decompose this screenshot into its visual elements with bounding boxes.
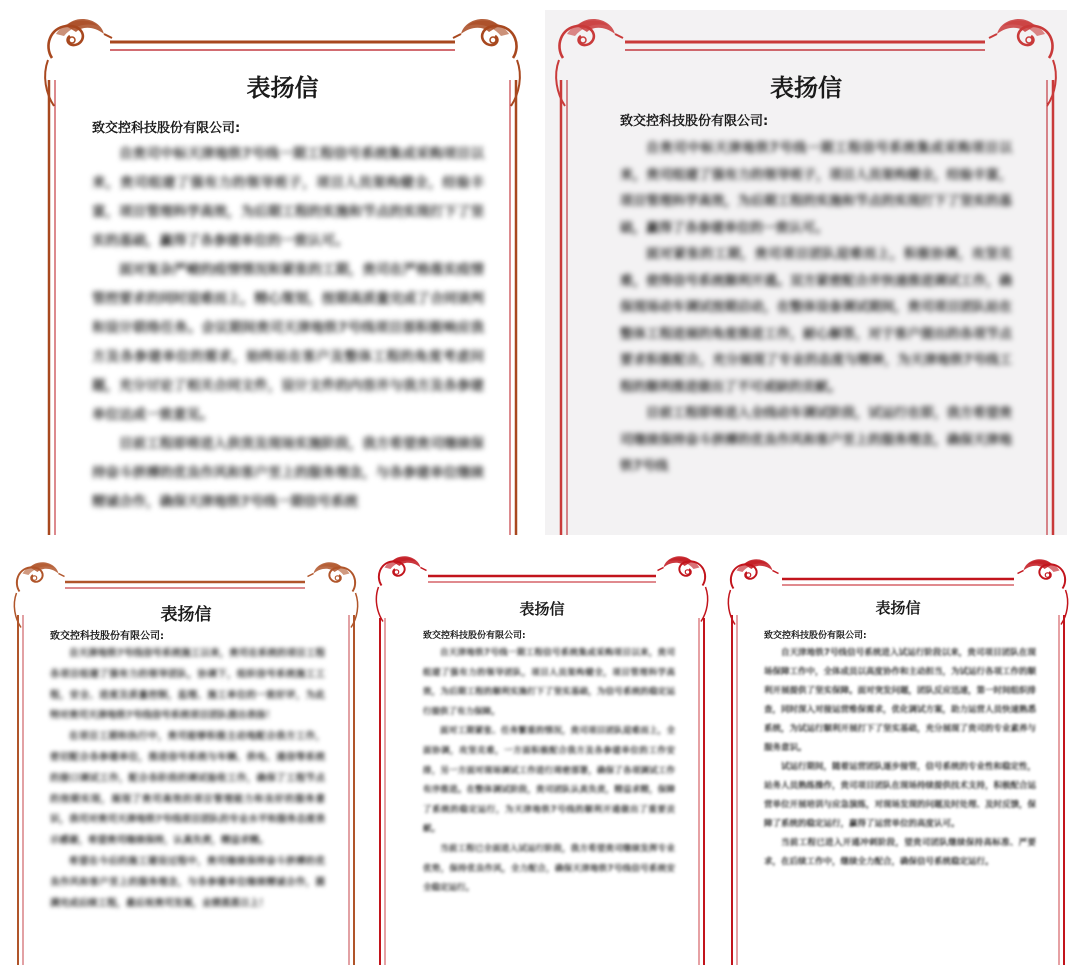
letter-paragraph: 自贵司中标天津地铁7号线一期工程信号系统集成采购项目以来，贵司组建了强有力的领导班子，项目人员架构健全，经验丰富，项目管理科学高效，为后期工程的实施和节点的实现打下了坚实的基础，赢得了各参建单位的一致认可。 <box>620 141 1012 236</box>
letter-body <box>620 136 1012 481</box>
letter-paragraph: 面对紧张的工期，贵司项目团队迎难而上，积极协调，攻坚克难，使得信号系统顺利开通。双方紧密配合并快速推进调试工作，确保现场动车调试按期启动，在整体设备调试期间，贵司项目团队站在整体工程进展的角度推进工作，耐心解答，对于客户提出的各项节点要求积极配合，充分展现了专业的态度与精神，为天津地铁7号线工程的顺利推进做出了不可或缺的贡献。 <box>620 247 1012 395</box>
letter-title: 表扬信 <box>519 600 565 618</box>
letter-panel-5 <box>722 555 1074 965</box>
letter-paragraph: 当前工程已全面进入试运行阶段，我方希望贵司继续发挥专业优势，保持优良作风，全力配合，确保天津地铁7号线信号系统安全稳定运行。 <box>423 843 675 894</box>
letter-paragraph: 自天津地铁7号线一期工程信号系统集成采购项目以来，贵司组建了强有力的领导团队，项目人员架构健全，项目管理科学高效，为后期工程的顺利实施打下了坚实基础，为信号系统的稳定运行提供了有力保障。 <box>423 648 675 717</box>
letter-paragraph: 自天津地铁7号线信号系统进入试运行阶段以来，贵司项目团队在现场保障工作中，全体成员以高度协作和主动担当，为试运行各项工作的顺利开展提供了坚实保障。面对突发问题，团队反应迅速，第一时间组织排查，同时深入对接运营维保需求，优化调试方案，助力运营人员快速熟悉系统，为试运行顺利开展打下了坚实基础，充分展现了贵司的专业素养与服务意识。 <box>764 648 1037 753</box>
letter-paragraph: 目前工程即将进入全线动车调试阶段，试运行在即，我方希望贵司继续保持奋斗拼搏的优良作风和客户至上的服务理念，确保天津地铁7号线 <box>620 406 1012 474</box>
letter-title: 表扬信 <box>160 605 212 625</box>
letter-paragraph: 自贵司中标天津地铁7号线一期工程信号系统集成采购项目以来，贵司组建了强有力的领导班子，项目人员架构健全，经验丰富，项目管理科学高效，为后期工程的实施和节点的实现打下了坚实的基础，赢得了各参建单位的一致认可。 <box>92 146 484 249</box>
letter-title: 表扬信 <box>246 74 319 102</box>
letter-paragraph: 目前工程即将进入供货及现场实施阶段，我方希望贵司继续保持奋斗拼搏的优良作风和客户至上的服务理念，与各参建单位继续精诚合作，确保天津地铁7号线一期信号系统 <box>92 436 484 510</box>
letter-paragraph: 面对工期紧张、任务繁重的情况，贵司项目团队迎难而上，全面协调，攻坚克难，一方面积极配合我方及各参建单位的工作安排，另一方面对现场调试工作进行周密部署，确保了各项调试工作有序推进。在整体调试阶段，贵司团队认真负责，精益求精，保障了系统的稳定运行，为天津地铁7号线的顺利开通做出了重要贡献。 <box>423 726 675 835</box>
letter-recipient: 致交控科技股份有限公司: <box>620 114 769 129</box>
letter-body <box>764 644 1036 872</box>
letter-paragraph: 试运行期间，随着运营团队逐步接管，信号系统的专业性和稳定性，站务人员熟练操作，贵司项目团队在现场持续提供技术支持，积极配合运营单位开展培训与应急演练，对现场发现的问题及时处理、及时反馈，保障了系统的稳定运行，赢得了运营单位的高度认可。 <box>764 762 1037 829</box>
letter-panel-2 <box>545 10 1067 535</box>
letter-paragraph: 当前工程已进入开通冲刺阶段，望贵司团队继续保持高标准、严要求，在后续工作中，继续全力配合，确保信号系统稳定运行。 <box>764 838 1036 867</box>
letter-panel-1 <box>40 10 525 535</box>
letter-paragraph: 面对复杂严峻的疫情情况和紧张的工期，贵司在严格落实疫情管控要求的同时迎难而上，精心策划，按期高质量完成了合同谈判和设计联络任务。会议期间贵司天津地铁7号线项目部积极响应我方及各参建单位的需求，始终站在客户及整体工程的角度考虑问题，充分讨论了相关合同文件，设计文件的内容并与我方及各参建单位达成一致意见。 <box>92 262 484 423</box>
letter-paragraph: 希望在今后的施工建设过程中，贵司继续保持奋斗拼搏的优良作风和客户至上的服务理念，与各参建单位继续精诚合作，圆满完成后续工程，最后祝贵司发展，业绩蒸蒸日上！ <box>50 855 325 909</box>
letter-recipient: 致交控科技股份有限公司: <box>423 631 526 641</box>
letter-title: 表扬信 <box>875 599 921 617</box>
letter-paragraph: 自天津地铁7号线信号系统施工以来，贵司在系统的项目工程各项目组建了强有力的领导团队，协调下，组织信号系统施工工程，安全、进度及质量控制，监理、施工单位的一致好评，为此特对贵司天津地铁7号线信号系统项目团队提出表扬！ <box>50 648 325 722</box>
letter-body <box>50 644 325 914</box>
letter-body <box>423 644 675 899</box>
letter-title: 表扬信 <box>770 74 842 102</box>
letter-recipient: 致交控科技股份有限公司: <box>764 631 867 641</box>
letter-recipient: 致交控科技股份有限公司: <box>50 631 164 642</box>
letter-body <box>92 140 484 517</box>
letter-recipient: 致交控科技股份有限公司: <box>92 121 241 136</box>
letter-panel-3 <box>10 560 362 965</box>
letter-panel-4 <box>368 548 716 965</box>
letter-paragraph: 在项目工期和执行中，贵司能够积极主动地配合我方工作，密切配合各参建单位，推进信号系统与车辆、供电、通信等系统的接口调试工作，配合各阶段的调试验收工作，确保了工程节点的按期实现，展现了贵司高效的项目管理能力和良好的服务意识，我司对贵司天津地铁7号线项目团队的专业水平和服务态度表示感谢，希望贵司继续保持，认真负责，精益求精。 <box>50 731 325 847</box>
